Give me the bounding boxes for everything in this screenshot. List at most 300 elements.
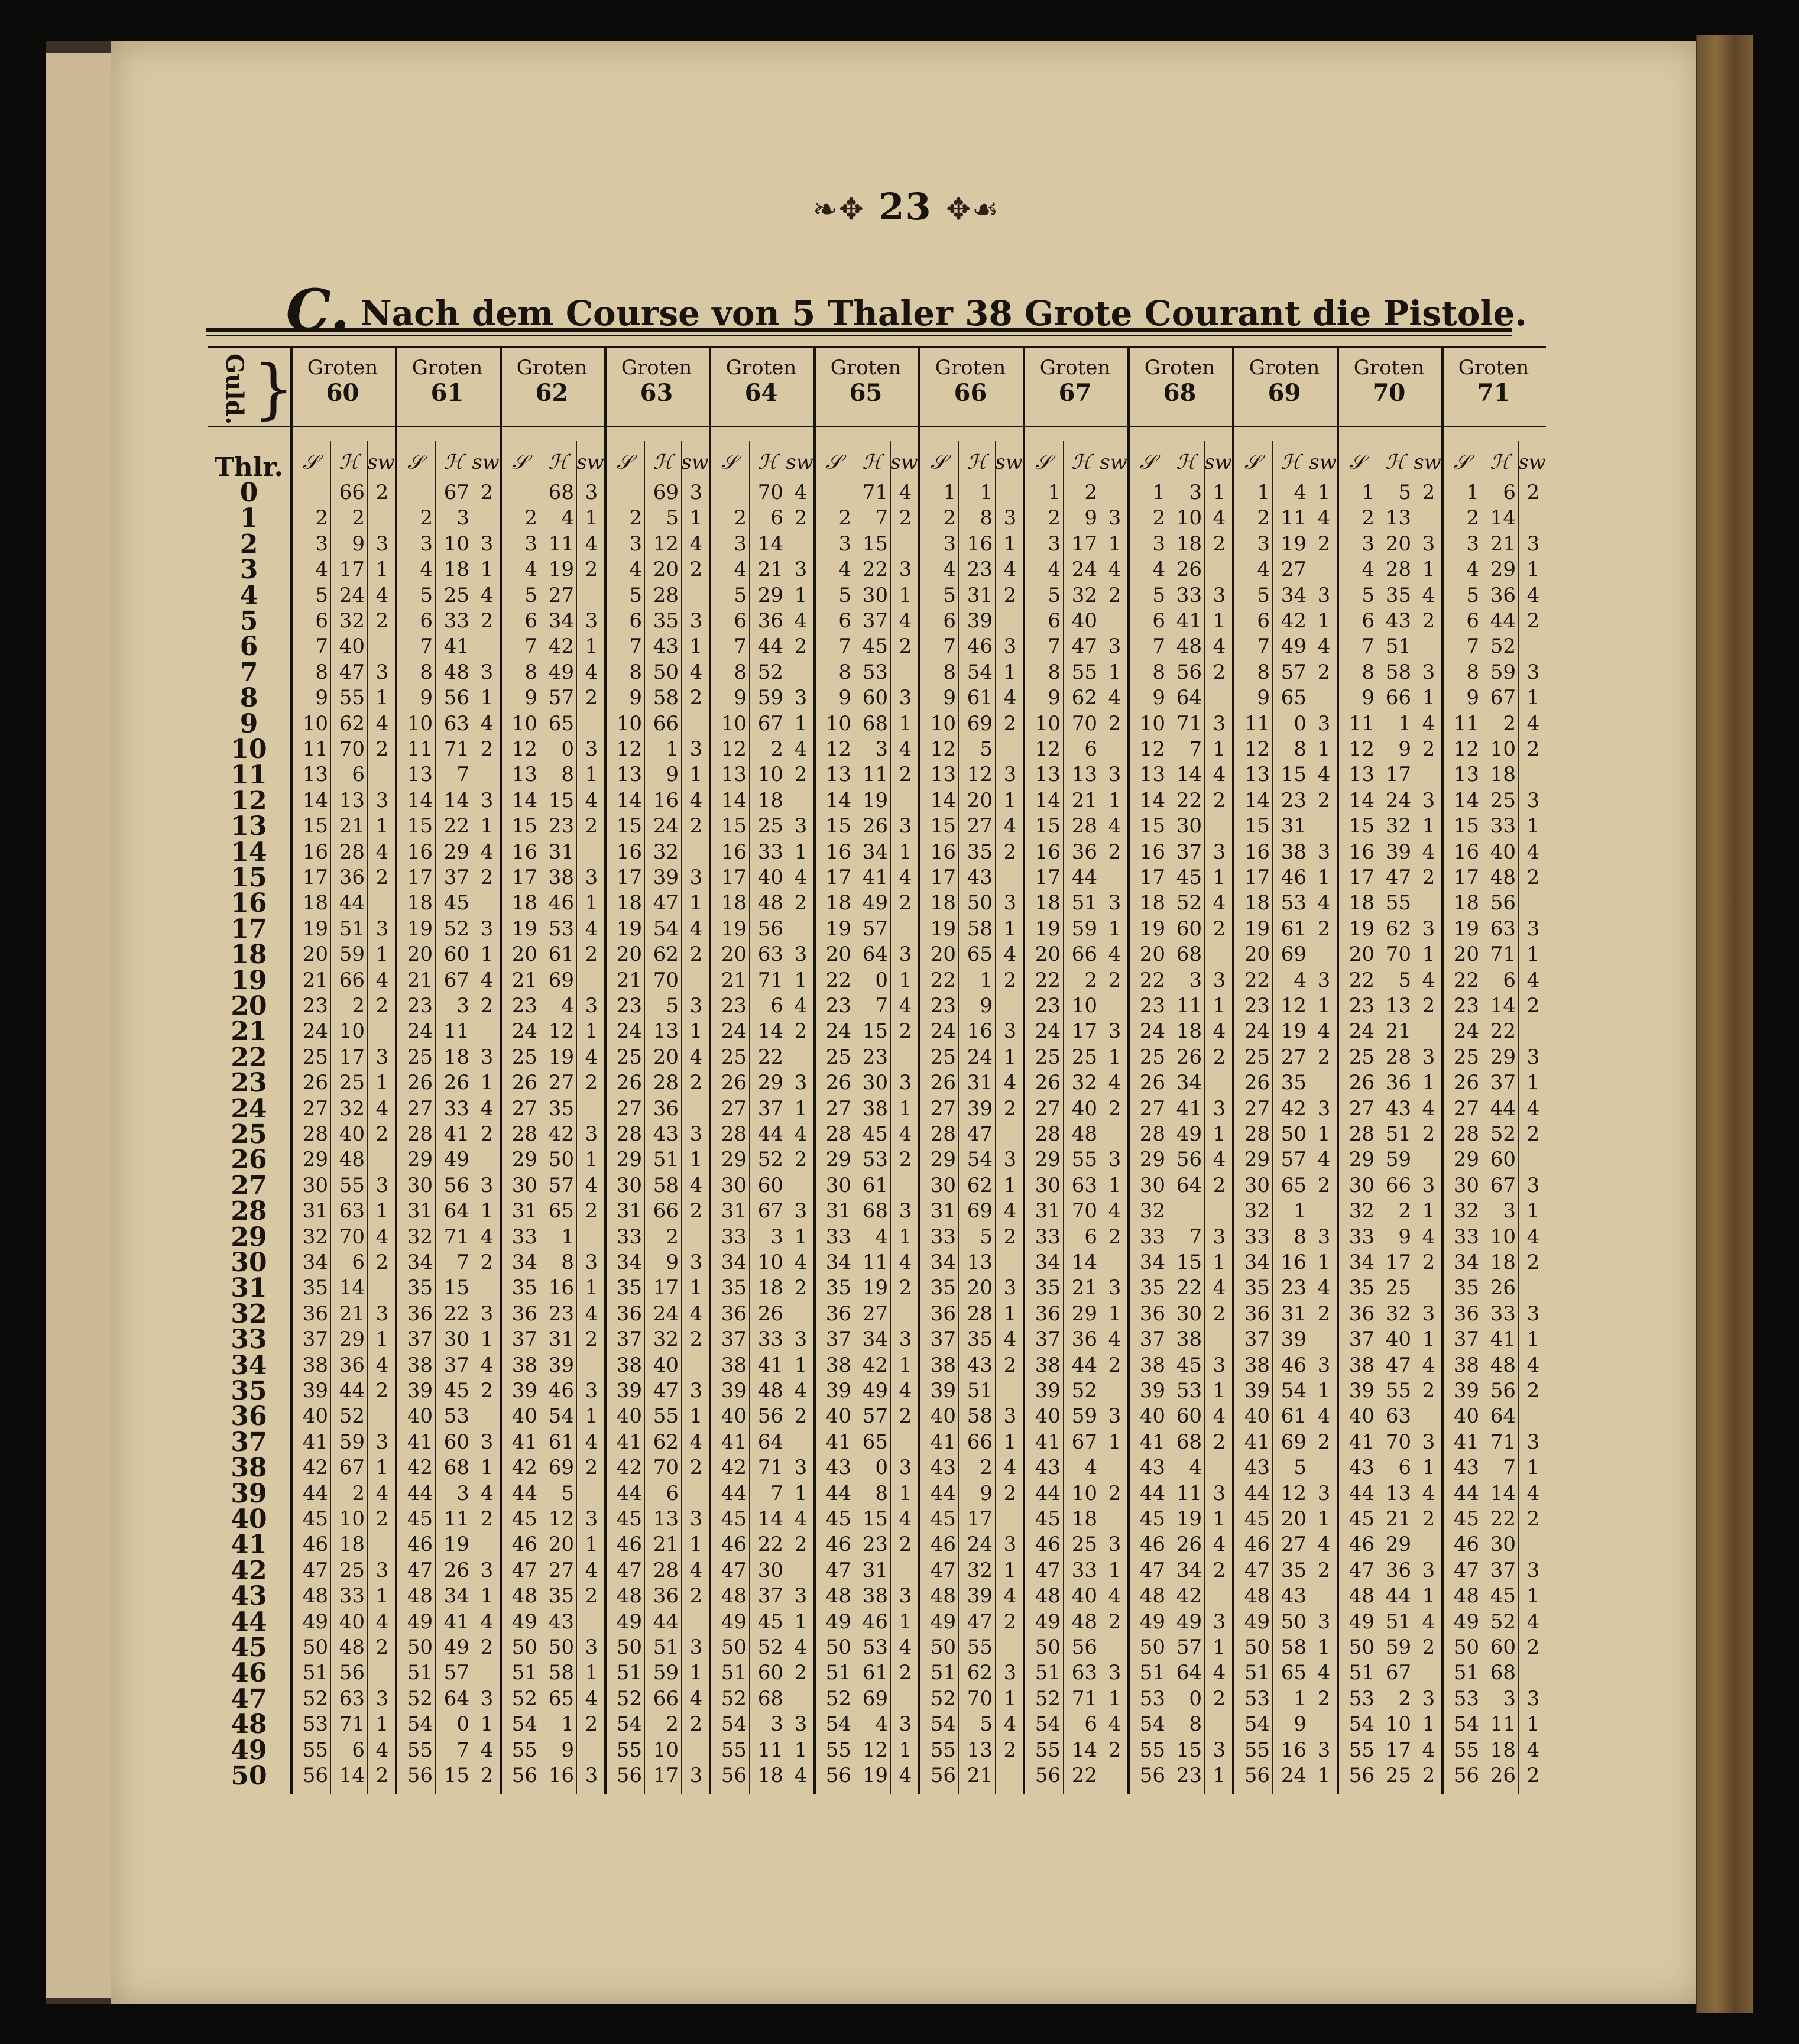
table-cell: 36 (930, 1301, 956, 1326)
table-cell: 50 (967, 891, 993, 915)
table-cell: 30 (1139, 1173, 1165, 1197)
table-cell: 64 (1490, 1404, 1516, 1428)
table-cell: 4 (899, 1635, 912, 1659)
table-cell: 37 (1176, 840, 1202, 864)
table-cell: 3 (1213, 1353, 1226, 1377)
table-cell: 21 (1071, 1276, 1097, 1300)
table-cell: 12 (1139, 737, 1165, 761)
table-cell: 31 (930, 1199, 956, 1223)
row-label: 16 (231, 888, 267, 919)
table-cell: 13 (1453, 763, 1479, 787)
table-cell: 15 (1139, 814, 1165, 838)
table-cell: 58 (1385, 660, 1411, 684)
table-cell: 42 (548, 634, 574, 659)
table-cell: 3 (1422, 916, 1435, 941)
table-cell: 45 (930, 1507, 956, 1531)
table-cell: 66 (967, 1430, 993, 1454)
table-cell: 2 (480, 481, 494, 504)
table-cell: 59 (1385, 1148, 1411, 1172)
table-cell: 35 (407, 1276, 433, 1300)
table-cell: 28 (930, 1122, 956, 1146)
table-cell: 39 (302, 1379, 328, 1402)
table-cell: 58 (1281, 1635, 1307, 1659)
table-cell: 1 (1317, 481, 1331, 504)
table-cell: 27 (1139, 1096, 1165, 1120)
sub-header: 𝒮 (825, 451, 842, 474)
table-cell: 27 (1453, 1096, 1479, 1120)
table-cell: 47 (339, 660, 365, 684)
table-cell: 45 (1349, 1507, 1375, 1531)
table-cell: 11 (443, 1019, 469, 1044)
table-cell: 63 (1490, 916, 1516, 941)
table-cell: 40 (930, 1404, 956, 1428)
table-cell: 18 (1176, 532, 1202, 556)
table-cell: 3 (1317, 583, 1331, 607)
table-cell: 4 (794, 737, 808, 761)
table-cell: 5 (1152, 583, 1165, 607)
table-cell: 24 (1281, 1764, 1307, 1787)
table-cell: 4 (480, 840, 494, 864)
table-cell: 34 (1244, 1251, 1270, 1274)
table-cell: 41 (825, 1430, 851, 1454)
table-cell: 68 (1176, 942, 1202, 967)
table-cell: 34 (1349, 1251, 1375, 1274)
table-cell: 7 (1466, 634, 1479, 659)
table-cell: 27 (1349, 1096, 1375, 1120)
table-cell: 45 (407, 1507, 433, 1531)
table-cell: 1 (794, 583, 808, 607)
table-cell: 57 (548, 686, 574, 710)
table-cell: 16 (1453, 840, 1479, 864)
table-cell: 2 (1526, 1635, 1540, 1659)
table-cell: 7 (456, 763, 469, 787)
sub-header: 𝒮 (407, 451, 423, 474)
table-cell: 2 (480, 866, 494, 889)
table-cell: 44 (511, 1481, 537, 1505)
left-page-edge (46, 53, 113, 1998)
table-cell: 19 (511, 916, 537, 941)
row-label: 14 (231, 837, 267, 867)
table-cell: 12 (1453, 737, 1479, 761)
table-cell: 29 (930, 1148, 956, 1172)
table-cell: 71 (1490, 1430, 1516, 1454)
table-cell: 5 (838, 583, 851, 607)
table-cell: 49 (1349, 1609, 1375, 1634)
table-cell: 2 (899, 1019, 912, 1044)
table-cell: 52 (1490, 1609, 1516, 1634)
table-cell: 53 (862, 1148, 888, 1172)
table-cell: 2 (480, 1251, 494, 1274)
table-cell: 43 (825, 1456, 851, 1480)
table-cell: 45 (1176, 866, 1202, 889)
table-cell: 48 (302, 1584, 328, 1608)
table-cell: 40 (721, 1404, 747, 1428)
table-cell: 26 (1453, 1071, 1479, 1095)
table-cell: 18 (407, 891, 433, 915)
table-cell: 2 (899, 763, 912, 787)
table-cell: 24 (302, 1019, 328, 1044)
table-cell: 55 (1385, 891, 1411, 915)
table-cell: 1 (899, 1096, 912, 1120)
table-cell: 35 (967, 1327, 993, 1352)
table-cell: 45 (443, 1379, 469, 1402)
table-cell: 47 (967, 1609, 993, 1634)
table-cell: 17 (1139, 866, 1165, 889)
table-cell: 28 (825, 1122, 851, 1146)
table-cell: 54 (548, 1404, 574, 1428)
table-cell: 5 (1257, 583, 1270, 607)
table-cell: 4 (689, 1558, 703, 1582)
table-letter: C. (286, 277, 350, 344)
table-cell: 4 (1189, 1456, 1202, 1480)
table-cell: 4 (585, 1430, 598, 1454)
table-cell: 68 (443, 1456, 469, 1480)
table-cell: 14 (1490, 994, 1516, 1018)
table-cell: 9 (666, 763, 679, 787)
table-cell: 56 (930, 1764, 956, 1787)
table-cell: 55 (302, 1738, 328, 1762)
table-cell: 3 (585, 994, 598, 1018)
table-cell: 12 (1281, 1481, 1307, 1505)
table-cell: 39 (1244, 1379, 1270, 1402)
row-label: 20 (231, 991, 267, 1021)
table-cell: 25 (1490, 788, 1516, 812)
table-cell: 2 (1003, 711, 1017, 736)
table-cell: 2 (899, 634, 912, 659)
table-cell: 42 (721, 1456, 747, 1480)
table-cell: 35 (1244, 1276, 1270, 1300)
table-cell: 1 (480, 1712, 494, 1737)
table-cell: 28 (339, 840, 365, 864)
table-cell: 2 (1422, 481, 1435, 504)
table-cell: 41 (721, 1430, 747, 1454)
sub-header: 𝒮 (1244, 451, 1260, 474)
table-cell: 34 (721, 1251, 747, 1274)
table-cell: 40 (1035, 1404, 1061, 1428)
table-cell: 61 (548, 942, 574, 967)
table-cell: 47 (967, 1122, 993, 1146)
table-cell: 1 (980, 968, 993, 992)
table-cell: 44 (930, 1481, 956, 1505)
table-cell: 41 (443, 1609, 469, 1634)
table-cell: 16 (511, 840, 537, 864)
table-cell: 4 (1213, 1276, 1226, 1300)
table-cell: 3 (1422, 660, 1435, 684)
table-cell: 4 (1422, 840, 1435, 864)
table-cell: 3 (1213, 583, 1226, 607)
table-cell: 41 (1244, 1430, 1270, 1454)
table-cell: 2 (1317, 1430, 1331, 1454)
table-cell: 6 (1084, 737, 1097, 761)
table-cell: 6 (1084, 1225, 1097, 1249)
table-cell: 1 (1003, 788, 1017, 812)
table-cell: 40 (757, 866, 783, 889)
table-cell: 3 (1317, 711, 1331, 736)
table-cell: 2 (315, 506, 328, 530)
table-cell: 4 (1108, 1712, 1121, 1737)
table-cell: 4 (1003, 1199, 1017, 1223)
table-cell: 1 (585, 506, 598, 530)
table-cell: 13 (302, 763, 328, 787)
sub-header: 𝒮 (1035, 451, 1051, 474)
table-cell: 37 (825, 1327, 851, 1352)
table-cell: 49 (1244, 1609, 1270, 1634)
group-header-number: 69 (1268, 379, 1301, 407)
table-cell: 1 (1003, 1686, 1017, 1711)
table-cell: 4 (875, 1225, 888, 1249)
table-cell: 1 (585, 763, 598, 787)
table-cell: 6 (1152, 609, 1165, 633)
table-cell: 2 (734, 506, 747, 530)
table-cell: 29 (1139, 1148, 1165, 1172)
table-cell: 23 (1281, 1276, 1307, 1300)
table-cell: 13 (967, 1738, 993, 1762)
table-cell: 37 (1453, 1327, 1479, 1352)
group-header-label: Groten (1039, 356, 1111, 380)
sub-column-divider (576, 441, 577, 1794)
table-cell: 22 (1490, 1507, 1516, 1531)
table-cell: 15 (721, 814, 747, 838)
table-cell: 2 (1526, 1507, 1540, 1531)
table-cell: 42 (1281, 1096, 1307, 1120)
table-cell: 35 (511, 1276, 537, 1300)
table-cell: 52 (443, 916, 469, 941)
table-cell: 60 (757, 1661, 783, 1685)
table-cell: 2 (1108, 711, 1121, 736)
table-cell: 58 (548, 1661, 574, 1685)
table-cell: 32 (653, 1327, 679, 1352)
table-cell: 44 (339, 1379, 365, 1402)
table-cell: 20 (616, 942, 642, 967)
table-cell: 2 (1317, 1173, 1331, 1197)
group-header (1127, 356, 1232, 407)
table-cell: 48 (1490, 866, 1516, 889)
table-cell: 1 (1213, 481, 1226, 504)
table-cell: 4 (1526, 840, 1540, 864)
table-cell: 15 (511, 814, 537, 838)
table-cell: 18 (1490, 1251, 1516, 1274)
table-cell: 18 (757, 1764, 783, 1787)
table-cell: 53 (862, 660, 888, 684)
table-cell: 23 (967, 558, 993, 582)
table-cell: 31 (967, 1071, 993, 1095)
table-cell: 14 (1071, 1738, 1097, 1762)
sub-header: ℋ (967, 451, 987, 474)
table-cell: 52 (511, 1686, 537, 1711)
group-header-number: 70 (1372, 379, 1406, 407)
table-cell: 4 (794, 994, 808, 1018)
table-cell: 9 (561, 1738, 574, 1762)
table-cell: 44 (339, 891, 365, 915)
table-cell: 38 (407, 1353, 433, 1377)
table-cell: 15 (825, 814, 851, 838)
table-cell: 21 (757, 558, 783, 582)
table-cell: 3 (794, 1327, 808, 1352)
table-cell: 2 (1213, 1430, 1226, 1454)
table-cell: 37 (511, 1327, 537, 1352)
table-cell: 17 (653, 1276, 679, 1300)
table-cell: 28 (1453, 1122, 1479, 1146)
table-cell: 2 (1048, 506, 1061, 530)
table-cell: 2 (1422, 1122, 1435, 1146)
table-cell: 48 (339, 1635, 365, 1659)
row-label: 17 (231, 914, 267, 944)
table-cell: 7 (524, 634, 537, 659)
table-cell: 21 (302, 968, 328, 992)
table-cell: 4 (480, 1481, 494, 1505)
table-cell: 3 (1213, 968, 1226, 992)
table-cell: 15 (930, 814, 956, 838)
table-cell: 48 (511, 1584, 537, 1608)
table-cell: 25 (721, 1045, 747, 1069)
table-cell: 16 (967, 1019, 993, 1044)
sub-header: sw (1414, 451, 1441, 474)
book-cover-board (1696, 35, 1753, 2013)
table-cell: 55 (967, 1635, 993, 1659)
group-header-label: Groten (621, 356, 692, 380)
table-cell: 54 (967, 1148, 993, 1172)
table-cell: 43 (967, 1353, 993, 1377)
table-cell: 59 (653, 1661, 679, 1685)
table-cell: 3 (1257, 532, 1270, 556)
table-cell: 63 (339, 1686, 365, 1711)
sub-header: 𝒮 (1453, 451, 1470, 474)
table-cell: 20 (548, 1533, 574, 1557)
table-cell: 23 (1349, 994, 1375, 1018)
table-cell: 39 (967, 1584, 993, 1608)
table-cell: 4 (1317, 763, 1331, 787)
table-cell: 1 (1398, 711, 1411, 736)
table-cell: 23 (511, 994, 537, 1018)
table-cell: 6 (1466, 609, 1479, 633)
table-cell: 9 (1152, 686, 1165, 710)
table-cell: 19 (721, 916, 747, 941)
table-cell: 18 (339, 1533, 365, 1557)
table-cell: 71 (339, 1712, 365, 1737)
table-cell: 4 (1003, 1456, 1017, 1480)
table-cell: 10 (1176, 506, 1202, 530)
table-cell: 1 (899, 968, 912, 992)
table-cell: 14 (511, 788, 537, 812)
table-cell: 2 (585, 1584, 598, 1608)
table-cell: 4 (375, 1738, 389, 1762)
table-cell: 1 (1422, 1071, 1435, 1095)
table-cell: 3 (794, 1071, 808, 1095)
table-cell: 2 (1526, 481, 1540, 504)
sub-header: ℋ (1176, 451, 1196, 474)
table-cell: 21 (721, 968, 747, 992)
table-cell: 67 (339, 1456, 365, 1480)
table-cell: 3 (1003, 1148, 1017, 1172)
table-cell: 25 (825, 1045, 851, 1069)
table-cell: 4 (1362, 558, 1375, 582)
table-cell: 2 (794, 891, 808, 915)
table-cell: 64 (862, 942, 888, 967)
table-cell: 3 (585, 1507, 598, 1531)
table-cell: 1 (899, 1481, 912, 1505)
table-cell: 40 (339, 1122, 365, 1146)
table-cell: 2 (1422, 1635, 1435, 1659)
table-cell: 3 (375, 1558, 389, 1582)
table-cell: 1 (1108, 660, 1121, 684)
table-cell: 19 (1281, 1019, 1307, 1044)
table-cell: 38 (511, 1353, 537, 1377)
table-cell: 7 (1257, 634, 1270, 659)
table-cell: 13 (653, 1019, 679, 1044)
table-cell: 25 (1035, 1045, 1061, 1069)
table-cell: 15 (1176, 1738, 1202, 1762)
table-cell: 3 (1362, 532, 1375, 556)
table-cell: 59 (1385, 1635, 1411, 1659)
table-cell: 59 (1490, 660, 1516, 684)
table-cell: 17 (1453, 866, 1479, 889)
table-cell: 68 (757, 1686, 783, 1711)
table-cell: 47 (1453, 1558, 1479, 1582)
table-cell: 3 (794, 1584, 808, 1608)
table-cell: 18 (511, 891, 537, 915)
table-cell: 3 (899, 1456, 912, 1480)
table-cell: 3 (1108, 1533, 1121, 1557)
table-cell: 51 (930, 1661, 956, 1685)
table-cell: 3 (1003, 1276, 1017, 1300)
table-cell: 7 (629, 634, 642, 659)
table-cell: 1 (561, 1225, 574, 1249)
table-cell: 27 (967, 814, 993, 838)
table-cell: 55 (1035, 1738, 1061, 1762)
table-cell: 3 (689, 1635, 703, 1659)
table-cell: 1 (666, 737, 679, 761)
row-label: 42 (231, 1555, 267, 1586)
table-cell: 2 (375, 994, 389, 1018)
table-cell: 27 (548, 1558, 574, 1582)
table-cell: 33 (757, 1327, 783, 1352)
table-cell: 36 (1453, 1301, 1479, 1326)
table-cell: 4 (1422, 1609, 1435, 1634)
table-cell: 40 (302, 1404, 328, 1428)
table-cell: 16 (967, 532, 993, 556)
table-cell: 3 (456, 506, 469, 530)
table-cell: 40 (407, 1404, 433, 1428)
table-cell: 38 (825, 1353, 851, 1377)
sub-header: 𝒮 (302, 451, 319, 474)
row-label: 32 (231, 1298, 267, 1329)
table-cell: 46 (1453, 1533, 1479, 1557)
sub-column-divider (958, 441, 959, 1794)
table-cell: 4 (1294, 968, 1307, 992)
sub-column-divider (749, 441, 750, 1794)
table-cell: 13 (1385, 506, 1411, 530)
table-cell: 25 (407, 1045, 433, 1069)
table-cell: 1 (375, 1712, 389, 1737)
table-cell: 5 (943, 583, 956, 607)
table-cell: 55 (616, 1738, 642, 1762)
table-cell: 52 (1035, 1686, 1061, 1711)
table-cell: 46 (1281, 1353, 1307, 1377)
row-label: 1 (239, 503, 258, 534)
table-cell: 4 (1213, 1533, 1226, 1557)
table-cell: 33 (1453, 1225, 1479, 1249)
table-cell: 2 (1003, 1609, 1017, 1634)
table-cell: 4 (1003, 1071, 1017, 1095)
table-cell: 21 (339, 1301, 365, 1326)
table-cell: 16 (616, 840, 642, 864)
table-cell: 4 (585, 1301, 598, 1326)
table-cell: 36 (302, 1301, 328, 1326)
table-cell: 3 (943, 532, 956, 556)
table-cell: 70 (339, 1225, 365, 1249)
table-cell: 55 (930, 1738, 956, 1762)
table-cell: 5 (734, 583, 747, 607)
